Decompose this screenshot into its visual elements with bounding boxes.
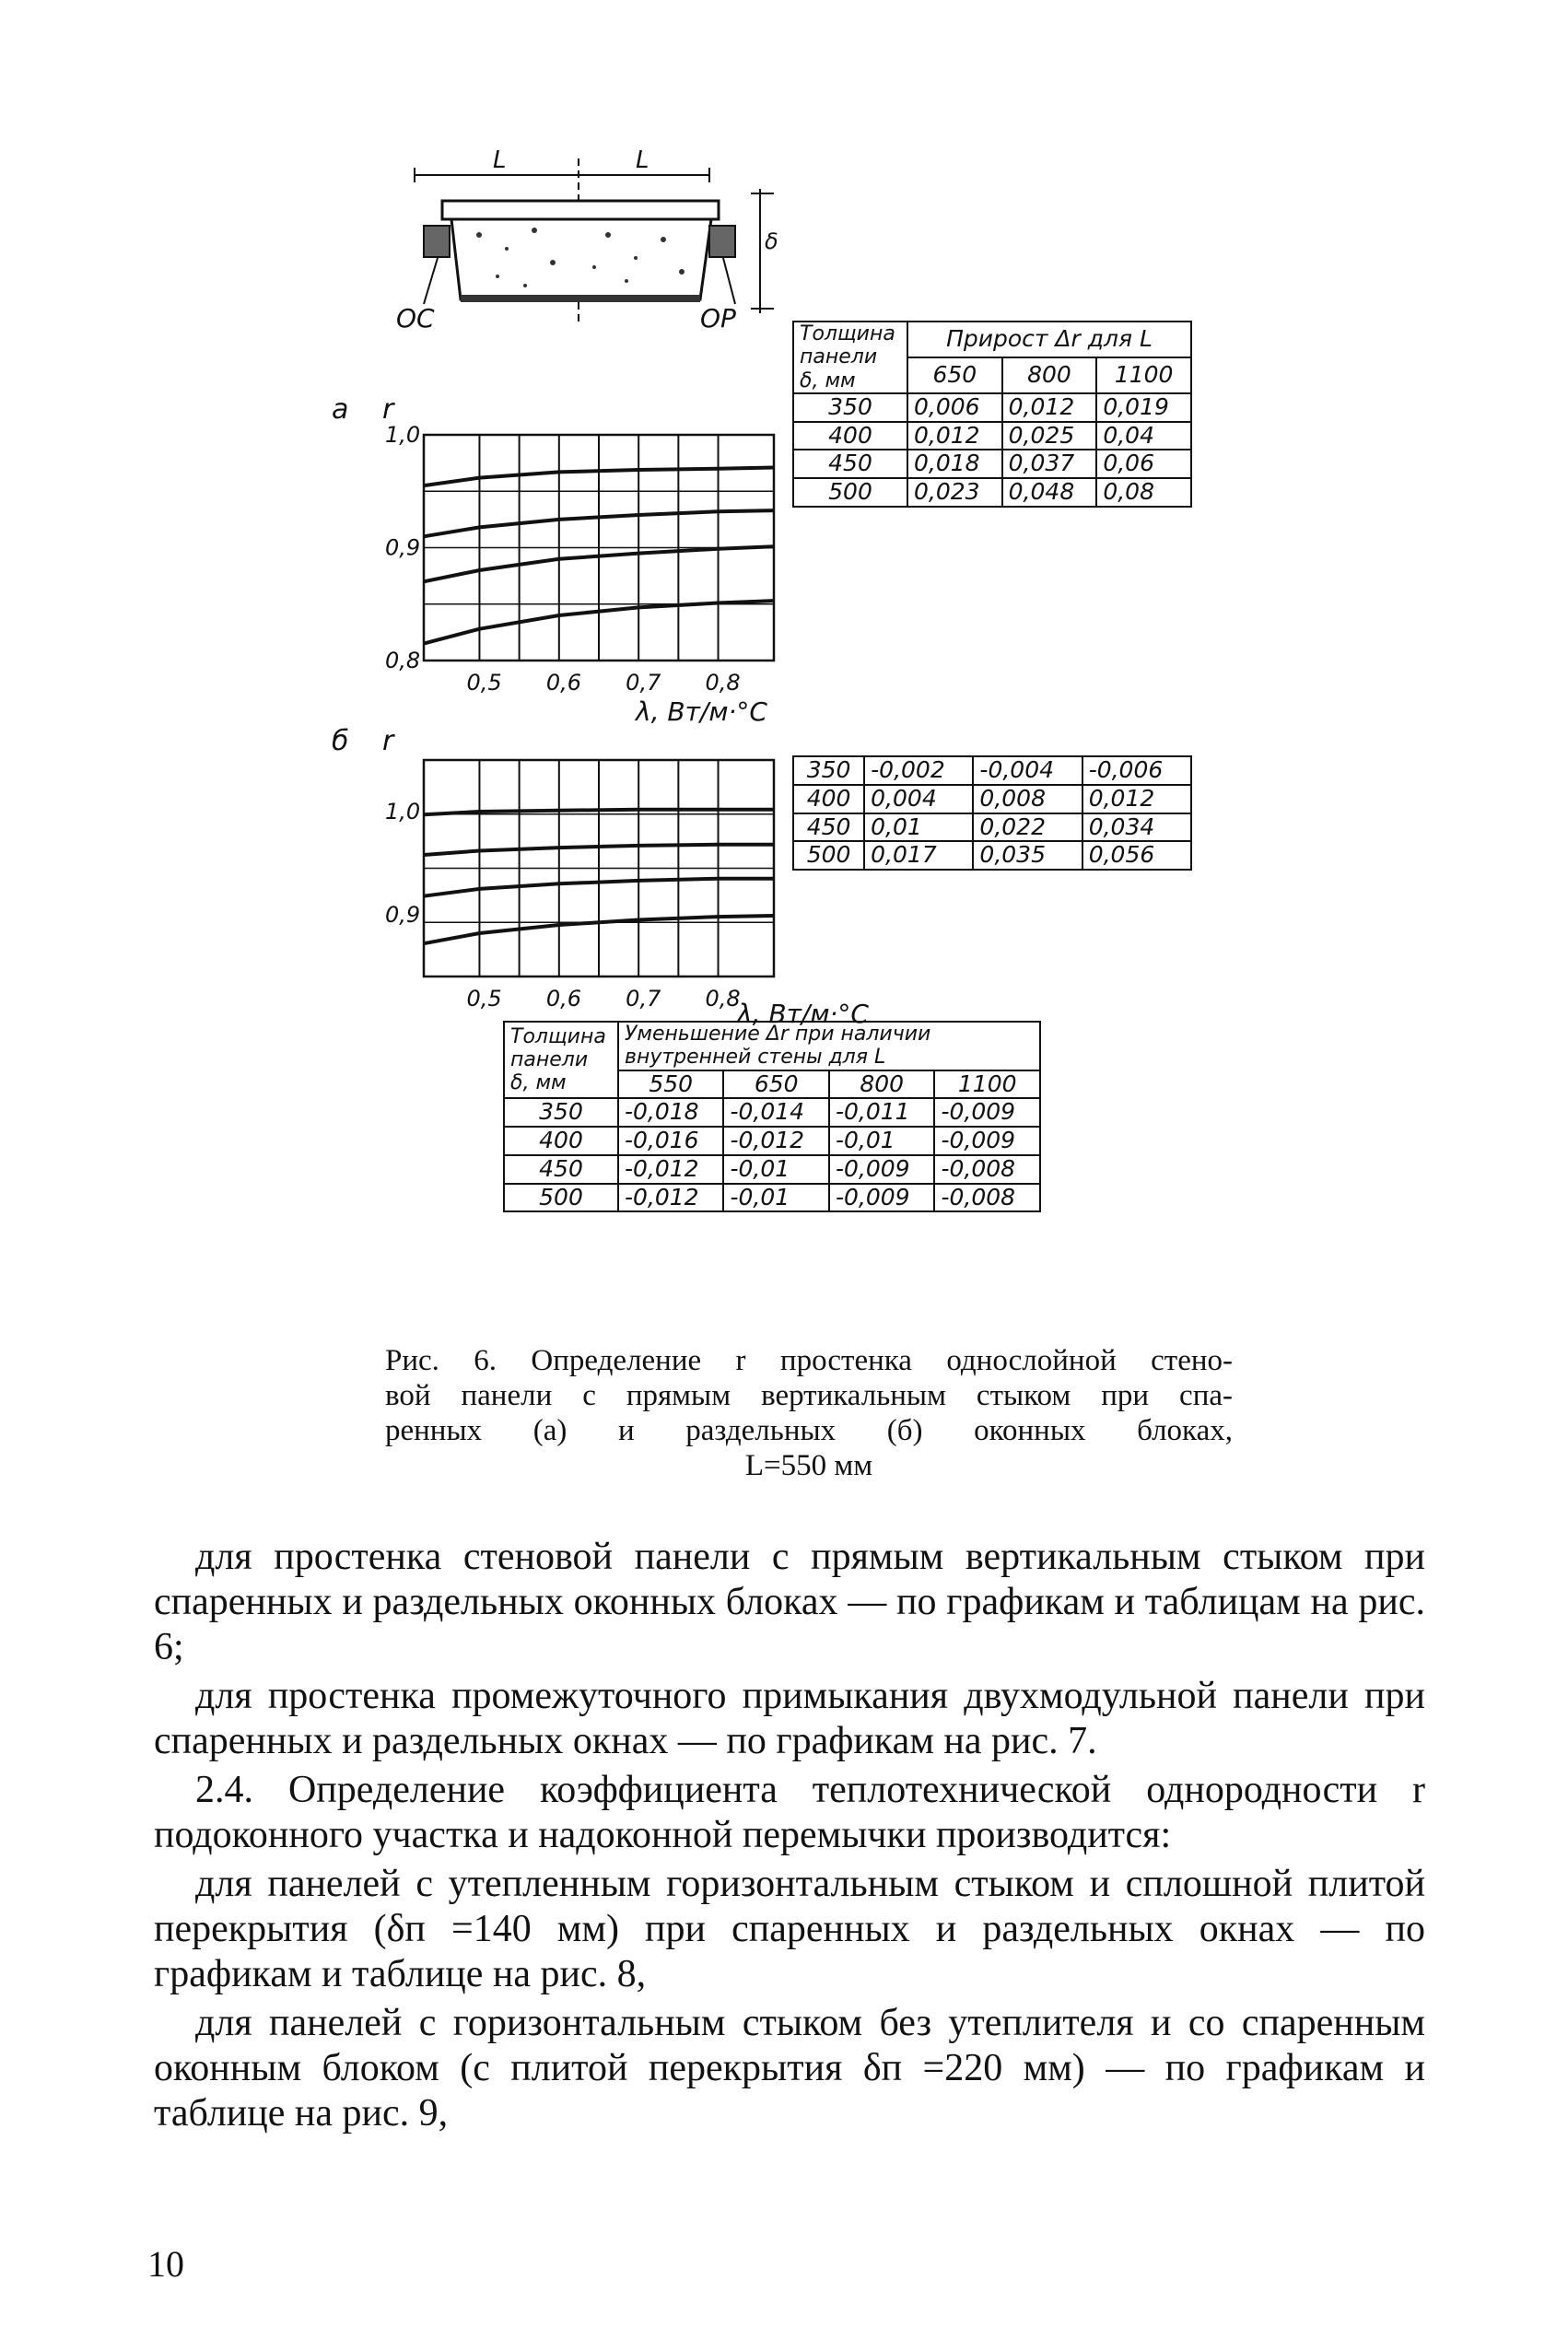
table-c-value-cell: -0,012 xyxy=(618,1155,723,1184)
x-tick-label: 0,6 xyxy=(545,986,581,1012)
table-b-row xyxy=(793,756,1191,785)
graph-a-xlabel: λ, Вт/м·°С xyxy=(636,696,767,727)
table-c-row xyxy=(504,1184,1040,1212)
table-a-value-cell: 0,025 xyxy=(1002,422,1097,450)
graph-a-letter: а xyxy=(332,393,349,426)
table-c-value-cell: -0,016 xyxy=(618,1127,723,1155)
x-tick-label: 0,5 xyxy=(466,986,502,1012)
table-c-subheader: 800 xyxy=(829,1070,934,1099)
graph-b-letter: б xyxy=(332,725,349,757)
table-b-value-cell: 0,01 xyxy=(864,813,973,842)
table-b-value-cell: 0,012 xyxy=(1082,785,1191,813)
table-c-value-cell: -0,018 xyxy=(618,1098,723,1127)
paragraph-5: для панелей с горизонтальным стыком без утеплителя и со спаренным оконным блоком (с плитой перекрытия δп =220 мм) — по графикам и таблице на рис. 9, xyxy=(154,2002,1425,2134)
table-c-row xyxy=(504,1155,1040,1184)
table-c-header-group: Уменьшение Δr при наличии внутренней стены для L xyxy=(618,1022,1040,1070)
table-a-row xyxy=(793,450,1191,478)
x-tick-label: 0,7 xyxy=(626,986,661,1012)
graph-b-xlabel: λ, Вт/м·°С xyxy=(737,999,869,1029)
page-number: 10 xyxy=(147,2243,184,2285)
table-c-value-cell: -0,012 xyxy=(618,1184,723,1212)
table-a-header-group: Прирост Δr для L xyxy=(907,322,1191,357)
table-increase xyxy=(792,321,1192,508)
table-b-value-cell: -0,002 xyxy=(864,756,973,785)
body-text xyxy=(154,1535,1425,2140)
table-b-row xyxy=(793,785,1191,813)
table-a-value-cell: 0,023 xyxy=(907,478,1002,507)
table-a-thickness-cell: 400 xyxy=(793,422,907,450)
table-b-value-cell: 0,017 xyxy=(864,841,973,870)
table-a-header-col1: Толщина панели δ, мм xyxy=(793,322,907,393)
x-tick-label: 0,6 xyxy=(545,670,581,696)
table-a-subheader: 650 xyxy=(907,357,1002,393)
table-a-subheader: 1100 xyxy=(1096,357,1191,393)
y-tick-label: 1,0 xyxy=(385,798,421,824)
table-a-value-cell: 0,019 xyxy=(1096,393,1191,422)
table-c-thickness-cell: 450 xyxy=(504,1155,618,1184)
table-a-value-cell: 0,06 xyxy=(1096,450,1191,478)
x-tick-label: 0,7 xyxy=(626,670,661,696)
graph-a xyxy=(332,387,792,737)
table-c-header-col1: Толщина панели δ, мм xyxy=(504,1022,618,1098)
y-tick-label: 0,9 xyxy=(385,534,421,561)
table-c-value-cell: -0,01 xyxy=(829,1127,934,1155)
table-c-value-cell: -0,014 xyxy=(723,1098,828,1127)
table-b-value-cell: 0,034 xyxy=(1082,813,1191,842)
table-c-row xyxy=(504,1127,1040,1155)
table-c-thickness-cell: 500 xyxy=(504,1184,618,1212)
table-c-value-cell: -0,01 xyxy=(723,1184,828,1212)
table-c-subheader: 550 xyxy=(618,1070,723,1099)
x-tick-label: 0,8 xyxy=(705,670,741,696)
table-a-value-cell: 0,012 xyxy=(907,422,1002,450)
table-a-value-cell: 0,018 xyxy=(907,450,1002,478)
table-b-value-cell: -0,006 xyxy=(1082,756,1191,785)
table-a-row xyxy=(793,478,1191,507)
y-tick-label: 0,9 xyxy=(385,901,421,928)
x-tick-label: 0,5 xyxy=(466,670,502,696)
table-b-row xyxy=(793,813,1191,842)
paragraph-3: 2.4. Определение коэффициента теплотехнической однородности r подоконного участка и надоконной перемычки производится: xyxy=(154,1769,1425,1856)
table-b-thickness-cell: 350 xyxy=(793,756,864,785)
caption-line-2: вой панели с прямым вертикальным стыком при спа- xyxy=(385,1379,1233,1412)
table-a-value-cell: 0,04 xyxy=(1096,422,1191,450)
table-a-subheader: 800 xyxy=(1002,357,1097,393)
table-c-value-cell: -0,009 xyxy=(829,1155,934,1184)
table-decrease xyxy=(503,1021,1041,1212)
dim-l-left: L xyxy=(493,146,507,174)
table-b-value-cell: 0,035 xyxy=(973,841,1082,870)
table-c-value-cell: -0,008 xyxy=(934,1155,1040,1184)
paragraph-4: для панелей с утепленным горизонтальным стыком и сплошной плитой перекрытия (δп =140 мм) при спаренных и раздельных окнах — по графикам и таблице на рис. 8, xyxy=(154,1863,1425,1995)
table-b-thickness-cell: 400 xyxy=(793,785,864,813)
table-b-value-cell: 0,056 xyxy=(1082,841,1191,870)
graph-b-plot xyxy=(385,760,774,1012)
table-b-value-cell: 0,022 xyxy=(973,813,1082,842)
panel-section-diagram xyxy=(387,147,783,332)
graph-a-var: r xyxy=(382,393,394,426)
dim-delta: δ xyxy=(765,228,778,254)
table-a-row xyxy=(793,422,1191,450)
table-a-value-cell: 0,048 xyxy=(1002,478,1097,507)
table-a-row xyxy=(793,393,1191,422)
table-c-value-cell: -0,011 xyxy=(829,1098,934,1127)
label-or: ОР xyxy=(700,303,736,333)
graph-b-var: r xyxy=(382,725,394,757)
table-c-thickness-cell: 400 xyxy=(504,1127,618,1155)
table-c-subheader: 650 xyxy=(723,1070,828,1099)
table-b-value-cell: -0,004 xyxy=(973,756,1082,785)
table-c-value-cell: -0,008 xyxy=(934,1184,1040,1212)
table-b-thickness-cell: 450 xyxy=(793,813,864,842)
table-c-value-cell: -0,012 xyxy=(723,1127,828,1155)
table-b-value-cell: 0,004 xyxy=(864,785,973,813)
paragraph-2: для простенка промежуточного примыкания двухмодульной панели при спаренных и раздельных окнах — по графикам на рис. 7. xyxy=(154,1675,1425,1762)
caption-line-3: ренных (а) и раздельных (б) оконных блоках, xyxy=(385,1414,1233,1447)
table-a-value-cell: 0,037 xyxy=(1002,450,1097,478)
table-c-row xyxy=(504,1098,1040,1127)
table-b-row xyxy=(793,841,1191,870)
table-a-value-cell: 0,006 xyxy=(907,393,1002,422)
caption-line-4: L=550 мм xyxy=(744,1449,873,1482)
table-a-thickness-cell: 500 xyxy=(793,478,907,507)
y-tick-label: 0,8 xyxy=(385,648,421,673)
figure-caption xyxy=(385,1343,1233,1483)
table-c-subheader: 1100 xyxy=(934,1070,1040,1099)
table-a-value-cell: 0,08 xyxy=(1096,478,1191,507)
table-c-value-cell: -0,009 xyxy=(934,1098,1040,1127)
table-a-value-cell: 0,012 xyxy=(1002,393,1097,422)
table-a-thickness-cell: 450 xyxy=(793,450,907,478)
y-tick-label: 1,0 xyxy=(385,422,421,448)
table-b-value-cell: 0,008 xyxy=(973,785,1082,813)
table-increase-b xyxy=(792,755,1192,871)
table-c-thickness-cell: 350 xyxy=(504,1098,618,1127)
label-os: ОС xyxy=(396,303,435,333)
graph-a-plot xyxy=(385,422,774,696)
table-b-thickness-cell: 500 xyxy=(793,841,864,870)
table-c-value-cell: -0,01 xyxy=(723,1155,828,1184)
table-a-thickness-cell: 350 xyxy=(793,393,907,422)
table-c-value-cell: -0,009 xyxy=(934,1127,1040,1155)
x-tick-label: 0,8 xyxy=(705,986,741,1012)
paragraph-1: для простенка стеновой панели с прямым вертикальным стыком при спаренных и раздельных оконных блоках — по графикам и таблицам на рис. 6; xyxy=(154,1536,1425,1668)
table-c-value-cell: -0,009 xyxy=(829,1184,934,1212)
caption-line-1: Рис. 6. Определение r простенка однослойной стено- xyxy=(385,1344,1233,1377)
dim-l-right: L xyxy=(636,146,649,174)
